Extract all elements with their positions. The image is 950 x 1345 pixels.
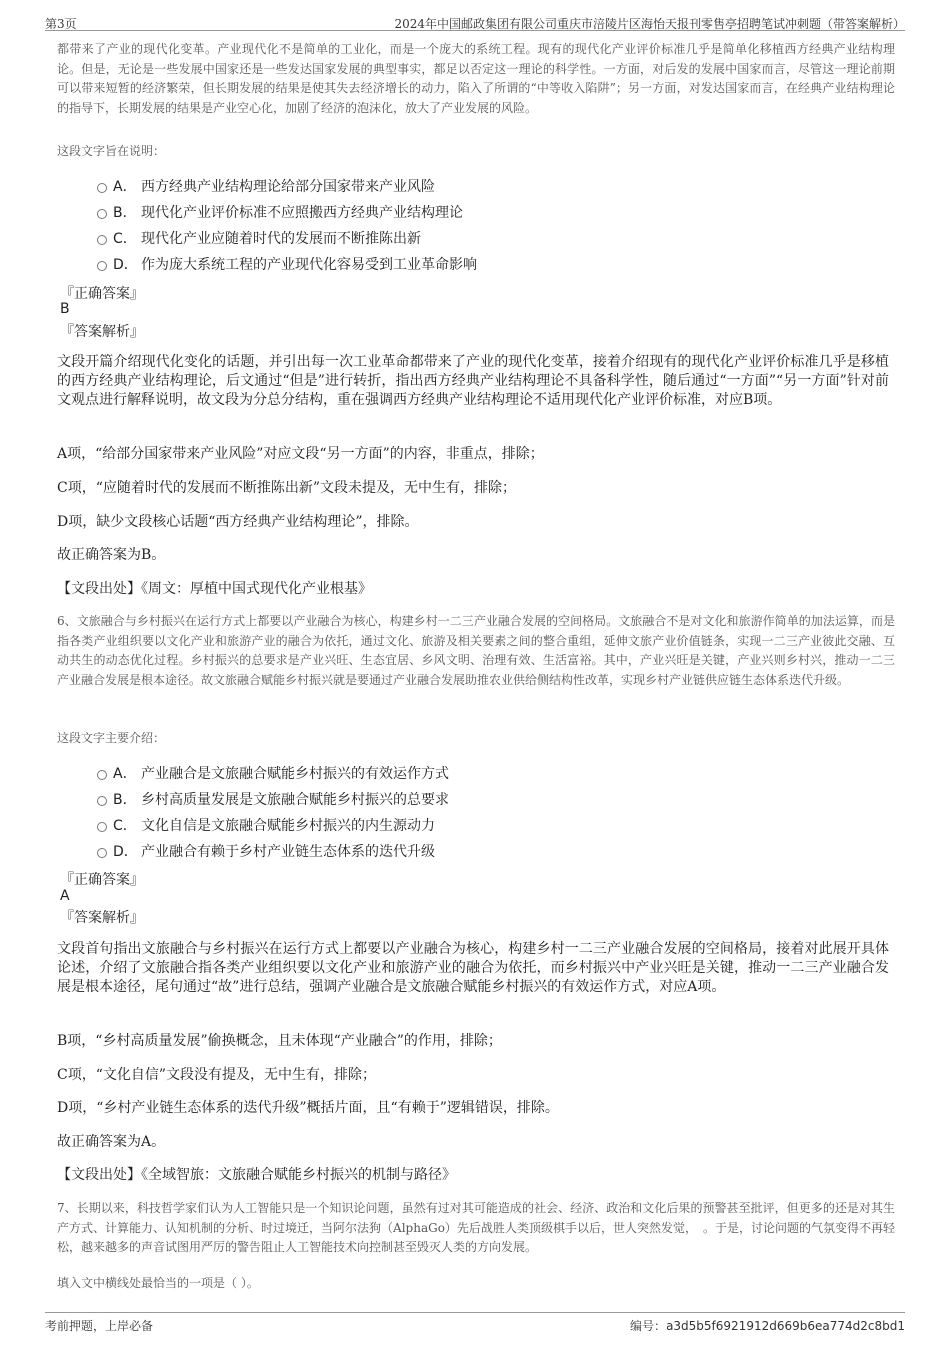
option-text: 西方经典产业结构理论给部分国家带来产业风险 bbox=[141, 179, 435, 195]
q5-final-answer: 故正确答案为B。 bbox=[57, 547, 166, 563]
document-code bbox=[630, 1317, 905, 1334]
q6-option-c[interactable] bbox=[97, 815, 435, 835]
q5-source: 【文段出处】《周文：厚植中国式现代化产业根基》 bbox=[57, 581, 372, 597]
option-letter: C． bbox=[113, 231, 137, 247]
q6-option-b[interactable] bbox=[97, 789, 449, 809]
q5-analysis: 文段开篇介绍现代化变化的话题，并引出每一次工业革命都带来了产业的现代化变革，接着介绍现有的现代化产业评价标准几乎是移植的西方经典产业结构理论，后文通过“但是”进行转折，指出西方经典产业结构理论不具备科学性，随后通过“一方面”“另一方面”针对前文观点进行解释说明，故文段为分总分结构，重在强调西方经典产业结构理论不适用现代化产业评价标准，对应B项。 bbox=[57, 354, 889, 408]
code-label: 编号： bbox=[630, 1319, 667, 1333]
q6-source: 【文段出处】《全域智旅：文旅融合赋能乡村振兴的机制与路径》 bbox=[57, 1167, 456, 1183]
radio-icon[interactable] bbox=[97, 770, 107, 780]
radio-icon[interactable] bbox=[97, 261, 107, 271]
q5-option-b[interactable] bbox=[97, 202, 463, 222]
radio-icon[interactable] bbox=[97, 183, 107, 193]
option-letter: A． bbox=[113, 179, 137, 195]
option-text: 产业融合是文旅融合赋能乡村振兴的有效运作方式 bbox=[141, 766, 449, 782]
q5-analysis-line-c: C项，“应随着时代的发展而不断推陈出新”文段未提及，无中生有，排除； bbox=[57, 480, 517, 496]
q5-answer: B bbox=[60, 301, 70, 317]
option-text: 产业融合有赖于乡村产业链生态体系的迭代升级 bbox=[141, 844, 435, 860]
q6-analysis-line-d: D项，“乡村产业链生态体系的迭代升级”概括片面，且“有赖于”逻辑错误，排除。 bbox=[57, 1100, 559, 1116]
q5-option-a[interactable] bbox=[97, 176, 435, 196]
option-letter: A． bbox=[113, 766, 137, 782]
option-letter: D． bbox=[113, 257, 138, 273]
option-text: 现代化产业应随着时代的发展而不断推陈出新 bbox=[141, 231, 421, 247]
page-number: 第3页 bbox=[45, 17, 77, 31]
q6-stem: 6、文旅融合与乡村振兴在运行方式上都要以产业融合为核心，构建乡村一二三产业融合发展的空间格局。文旅融合不是对文化和旅游作简单的加法运算，而是指各类产业组织要以文化产业和旅游产业的融合为依托，通过文化、旅游及相关要素之间的整合重组，延伸文旅产业价值链条，实现一二三产业彼此交融、互动共生的动态优化过程。乡村振兴的总要求是产业兴旺、生态宜居、乡风文明、治理有效、生活富裕。其中，产业兴旺是关键，产业兴则乡村兴，推动一二三产业融合发展是根本途径。故文旅融合赋能乡村振兴就是要通过产业融合发展助推农业供给侧结构性改革，实现乡村产业链供应链生态体系迭代升级。 bbox=[57, 614, 895, 687]
option-letter: B． bbox=[113, 792, 137, 808]
q5-analysis-label: 『答案解析』 bbox=[60, 324, 144, 340]
q5-prompt: 这段文字旨在说明： bbox=[57, 144, 166, 158]
option-text: 现代化产业评价标准不应照搬西方经典产业结构理论 bbox=[141, 205, 463, 221]
page-header bbox=[45, 0, 905, 31]
option-letter: B． bbox=[113, 205, 137, 221]
option-text: 文化自信是文旅融合赋能乡村振兴的内生源动力 bbox=[141, 818, 435, 834]
option-letter: D． bbox=[113, 844, 138, 860]
q6-option-d[interactable] bbox=[97, 841, 435, 861]
q5-option-d[interactable] bbox=[97, 254, 477, 274]
radio-icon[interactable] bbox=[97, 796, 107, 806]
q6-analysis-label: 『答案解析』 bbox=[60, 910, 144, 926]
code-value: a3d5b5f6921912d669b6ea774d2c8bd1 bbox=[666, 1319, 905, 1333]
q6-prompt: 这段文字主要介绍： bbox=[57, 731, 166, 745]
q5-analysis-line-a: A项，“给部分国家带来产业风险”对应文段“另一方面”的内容，非重点，排除； bbox=[57, 446, 544, 462]
intro-paragraph: 都带来了产业的现代化变革。产业现代化不是简单的工业化，而是一个庞大的系统工程。现有的现代化产业评价标准几乎是简单化移植西方经典产业结构理论。但是，无论是一些发展中国家还是一些发达国家发展的典型事实，都足以否定这一理论的科学性。一方面，对后发的发展中国家而言，尽管这一理论前期可以带来短暂的经济繁荣，但长期发展的结果是使其失去经济增长的动力，陷入了所谓的“中等收入陷阱”；另一方面，对发达国家而言，在经典产业结构理论的指导下，长期发展的结果是产业空心化，加剧了经济的泡沫化，放大了产业发展的风险。 bbox=[57, 42, 895, 115]
q6-analysis-line-b: B项，“乡村高质量发展”偷换概念，且未体现“产业融合”的作用，排除； bbox=[57, 1033, 502, 1049]
radio-icon[interactable] bbox=[97, 822, 107, 832]
q6-answer: A bbox=[60, 888, 70, 904]
q7-prompt: 填入文中横线处最恰当的一项是（ ）。 bbox=[57, 1276, 259, 1290]
radio-icon[interactable] bbox=[97, 209, 107, 219]
radio-icon[interactable] bbox=[97, 235, 107, 245]
q6-analysis-line-c: C项，“文化自信”文段没有提及，无中生有，排除； bbox=[57, 1067, 377, 1083]
document-title: 2024年中国邮政集团有限公司重庆市涪陵片区海怡天报刊零售亭招聘笔试冲刺题（带答案解析） bbox=[394, 17, 905, 31]
q7-stem: 7、长期以来，科技哲学家们认为人工智能只是一个知识论问题，虽然有过对其可能造成的社会、经济、政治和文化后果的预警甚至批评，但更多的还是对其生产方式、计算能力、认知机制的分析、时过境迁，当阿尔法狗（AlphaGo）先后战胜人类顶级棋手以后，世人突然发觉， 。于是，讨论问题的气氛变得不再轻松，越来越多的声音试图用严厉的警告阻止人工智能技术向控制甚至毁灭人类的方向发展。 bbox=[57, 1201, 895, 1255]
radio-icon[interactable] bbox=[97, 848, 107, 858]
q6-option-a[interactable] bbox=[97, 763, 449, 783]
footer-slogan: 考前押题，上岸必备 bbox=[45, 1319, 154, 1333]
q6-analysis: 文段首句指出文旅融合与乡村振兴在运行方式上都要以产业融合为核心，构建乡村一二三产业融合发展的空间格局，接着对此展开具体论述，介绍了文旅融合指各类产业组织要以文化产业和旅游产业的融合为依托，而乡村振兴中产业兴旺是关键，推动一二三产业融合发展是根本途径，尾句通过“故”进行总结，强调产业融合是文旅融合赋能乡村振兴的有效运作方式，对应A项。 bbox=[57, 941, 889, 995]
page-footer bbox=[45, 1312, 905, 1343]
q6-final-answer: 故正确答案为A。 bbox=[57, 1134, 166, 1150]
option-text: 作为庞大系统工程的产业现代化容易受到工业革命影响 bbox=[141, 257, 477, 273]
option-text: 乡村高质量发展是文旅融合赋能乡村振兴的总要求 bbox=[141, 792, 449, 808]
q6-answer-label: 『正确答案』 bbox=[60, 872, 144, 888]
option-letter: C． bbox=[113, 818, 137, 834]
q5-option-c[interactable] bbox=[97, 228, 421, 248]
q5-answer-label: 『正确答案』 bbox=[60, 286, 144, 302]
q5-analysis-line-d: D项，缺少文段核心话题“西方经典产业结构理论”，排除。 bbox=[57, 514, 419, 530]
